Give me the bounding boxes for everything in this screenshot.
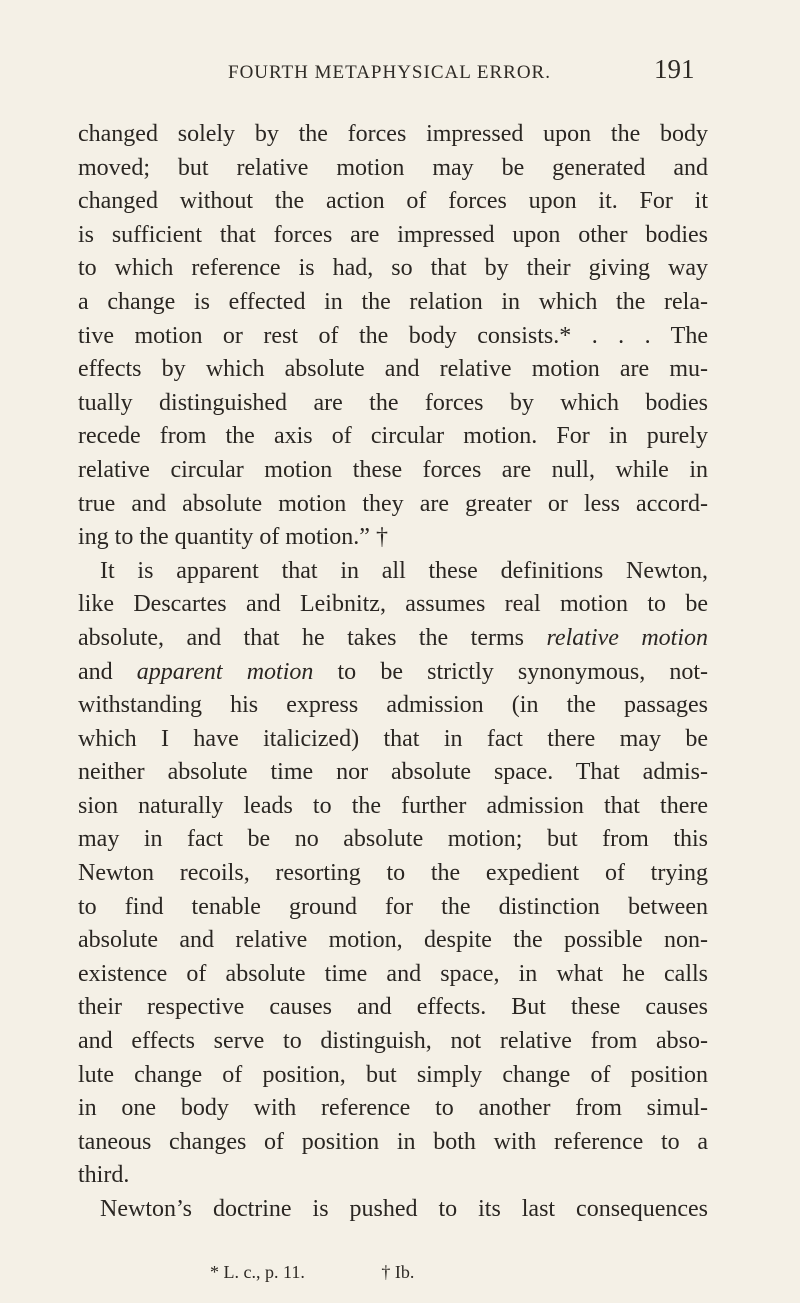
text-line: tually distinguished are the forces by which bodies	[78, 389, 708, 416]
paragraph-start-line: Newton’s doctrine is pushed to its last consequences	[100, 1196, 708, 1222]
text-line: neither absolute time nor absolute space. That admis-	[78, 759, 708, 786]
text-line: may in fact be no absolute motion; but from this	[78, 826, 708, 853]
text-line	[78, 622, 708, 656]
paragraph-start-line: It is apparent that in all these definitions Newton,	[100, 557, 708, 584]
text-line: taneous changes of position in both with reference to a	[78, 1128, 708, 1155]
text-line: Newton recoils, resorting to the expedient of trying	[78, 860, 708, 887]
text-line: a change is effected in the relation in which the rela-	[78, 288, 708, 315]
body-text	[78, 118, 708, 1227]
footnote-2: † Ib.	[381, 1262, 415, 1282]
text-segment: to be strictly synonymous, not-	[337, 658, 709, 685]
text-line: relative circular motion these forces are null, while in	[78, 456, 708, 483]
text-line: third.	[78, 1162, 130, 1189]
text-line: their respective causes and effects. But these causes	[78, 994, 708, 1021]
text-segment: absolute, and that he takes the terms	[78, 624, 524, 651]
footnotes	[210, 1262, 414, 1283]
text-line: tive motion or rest of the body consists.* . . . The	[78, 322, 708, 349]
running-title: FOURTH METAPHYSICAL ERROR.	[228, 62, 551, 83]
page-number: 191	[654, 54, 695, 84]
text-line: withstanding his express admission (in the passages	[78, 692, 708, 719]
text-line: like Descartes and Leibnitz, assumes real motion to be	[78, 591, 708, 618]
italic-term: relative motion	[546, 624, 709, 651]
footnote-1: * L. c., p. 11.	[210, 1262, 305, 1282]
text-line: to find tenable ground for the distinction between	[78, 893, 708, 920]
text-line: lute change of position, but simply change of position	[78, 1061, 708, 1088]
text-line: sion naturally leads to the further admission that there	[78, 792, 708, 819]
italic-term: apparent motion	[136, 658, 314, 685]
text-line: true and absolute motion they are greater or less accord-	[78, 490, 708, 517]
text-line: existence of absolute time and space, in what he calls	[78, 960, 708, 987]
text-line	[78, 656, 708, 690]
text-line: to which reference is had, so that by their giving way	[78, 255, 708, 282]
text-line: ing to the quantity of motion.” †	[78, 524, 388, 551]
text-line: and effects serve to distinguish, not relative from abso-	[78, 1028, 708, 1055]
text-line: changed without the action of forces upon it. For it	[78, 188, 708, 215]
text-line: changed solely by the forces impressed upon the body	[78, 121, 708, 147]
text-line: in one body with reference to another from simul-	[78, 1095, 708, 1122]
text-segment: and	[78, 658, 113, 685]
text-line: recede from the axis of circular motion. For in purely	[78, 423, 708, 450]
text-line: effects by which absolute and relative motion are mu-	[78, 356, 708, 383]
text-line: moved; but relative motion may be generated and	[78, 154, 708, 181]
text-line: is sufficient that forces are impressed upon other bodies	[78, 221, 708, 248]
text-line: absolute and relative motion, despite the possible non-	[78, 927, 708, 954]
text-line: which I have italicized) that in fact there may be	[78, 725, 708, 752]
